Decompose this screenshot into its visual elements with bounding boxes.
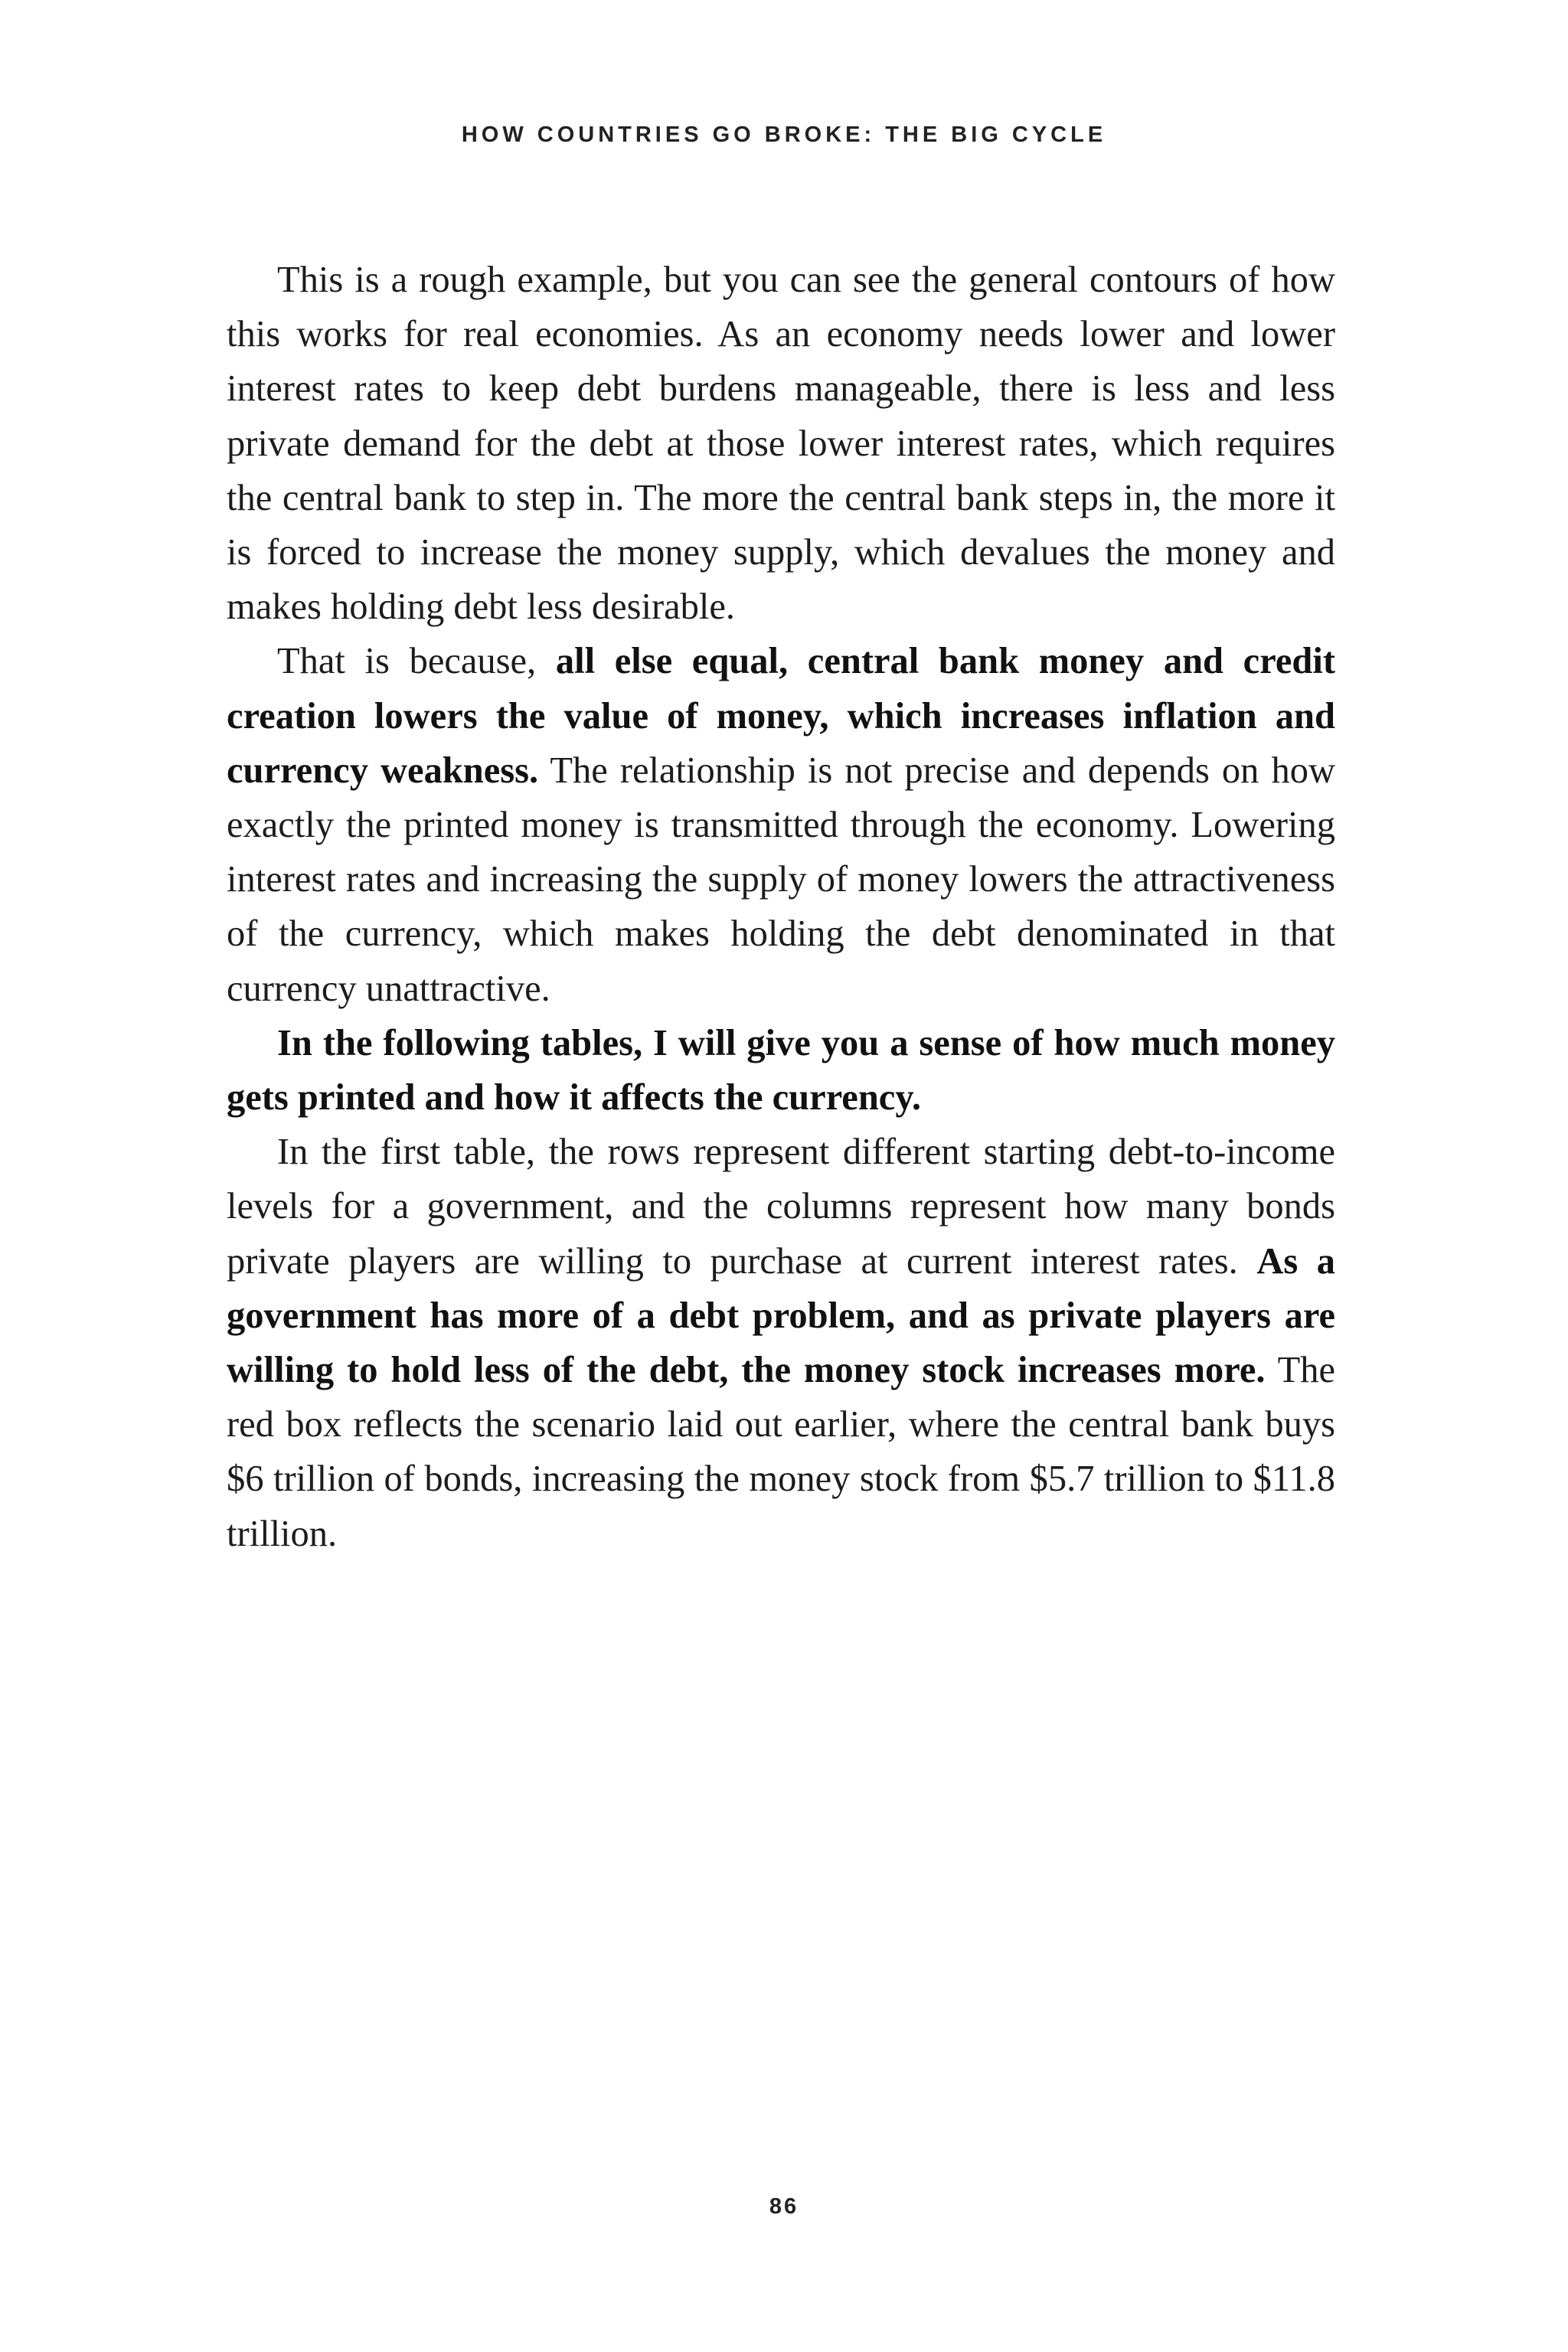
paragraph-2 (227, 634, 1335, 1015)
paragraph-3 (227, 1016, 1335, 1125)
paragraph-2-bold-text: all else equal, central bank money and credit creation lowers the value of money, which increases inflation and currency weakness. (227, 641, 1335, 791)
paragraph-2-text-end: The relationship is not precise and depends on how exactly the printed money is transmitted through the economy. Lowering interest rates and increasing the supply of money lowers the attractiveness of the currency, which makes holding the debt denominated in that currency unattractive. (227, 750, 1335, 1009)
page-number: 86 (769, 2194, 799, 2219)
body-text (227, 253, 1335, 1561)
paragraph-4 (227, 1125, 1335, 1561)
paragraph-4-bold-text: As a government has more of a debt problem, and as private players are willing to hold less of the debt, the money stock increases more. (227, 1240, 1335, 1391)
paragraph-1 (227, 253, 1335, 634)
paragraph-4-text-end: The red box reflects the scenario laid out earlier, where the central bank buys $6 trillion of bonds, increasing the money stock from $5.7 trillion to $11.8 trillion. (227, 1350, 1335, 1554)
paragraph-4-text-start: In the first table, the rows represent different starting debt-to-income levels for a government, and the columns represent how many bonds private players are willing to purchase at current interest rates. (227, 1132, 1335, 1282)
running-head: HOW COUNTRIES GO BROKE: THE BIG CYCLE (461, 122, 1107, 147)
paragraph-2-text-start: That is because, (277, 641, 556, 682)
paragraph-3-bold-text: In the following tables, I will give you a sense of how much money gets printed and how it affects the currency. (227, 1022, 1335, 1119)
paragraph-1-text: This is a rough example, but you can see the general contours of how this works for real economies. As an economy needs lower and lower interest rates to keep debt burdens manageable, there is less and less private demand for the debt at those lower interest rates, which requires the central bank to step in. The more the central bank steps in, the more it is forced to increase the money supply, which devalues the money and makes holding debt less desirable. (227, 260, 1335, 628)
